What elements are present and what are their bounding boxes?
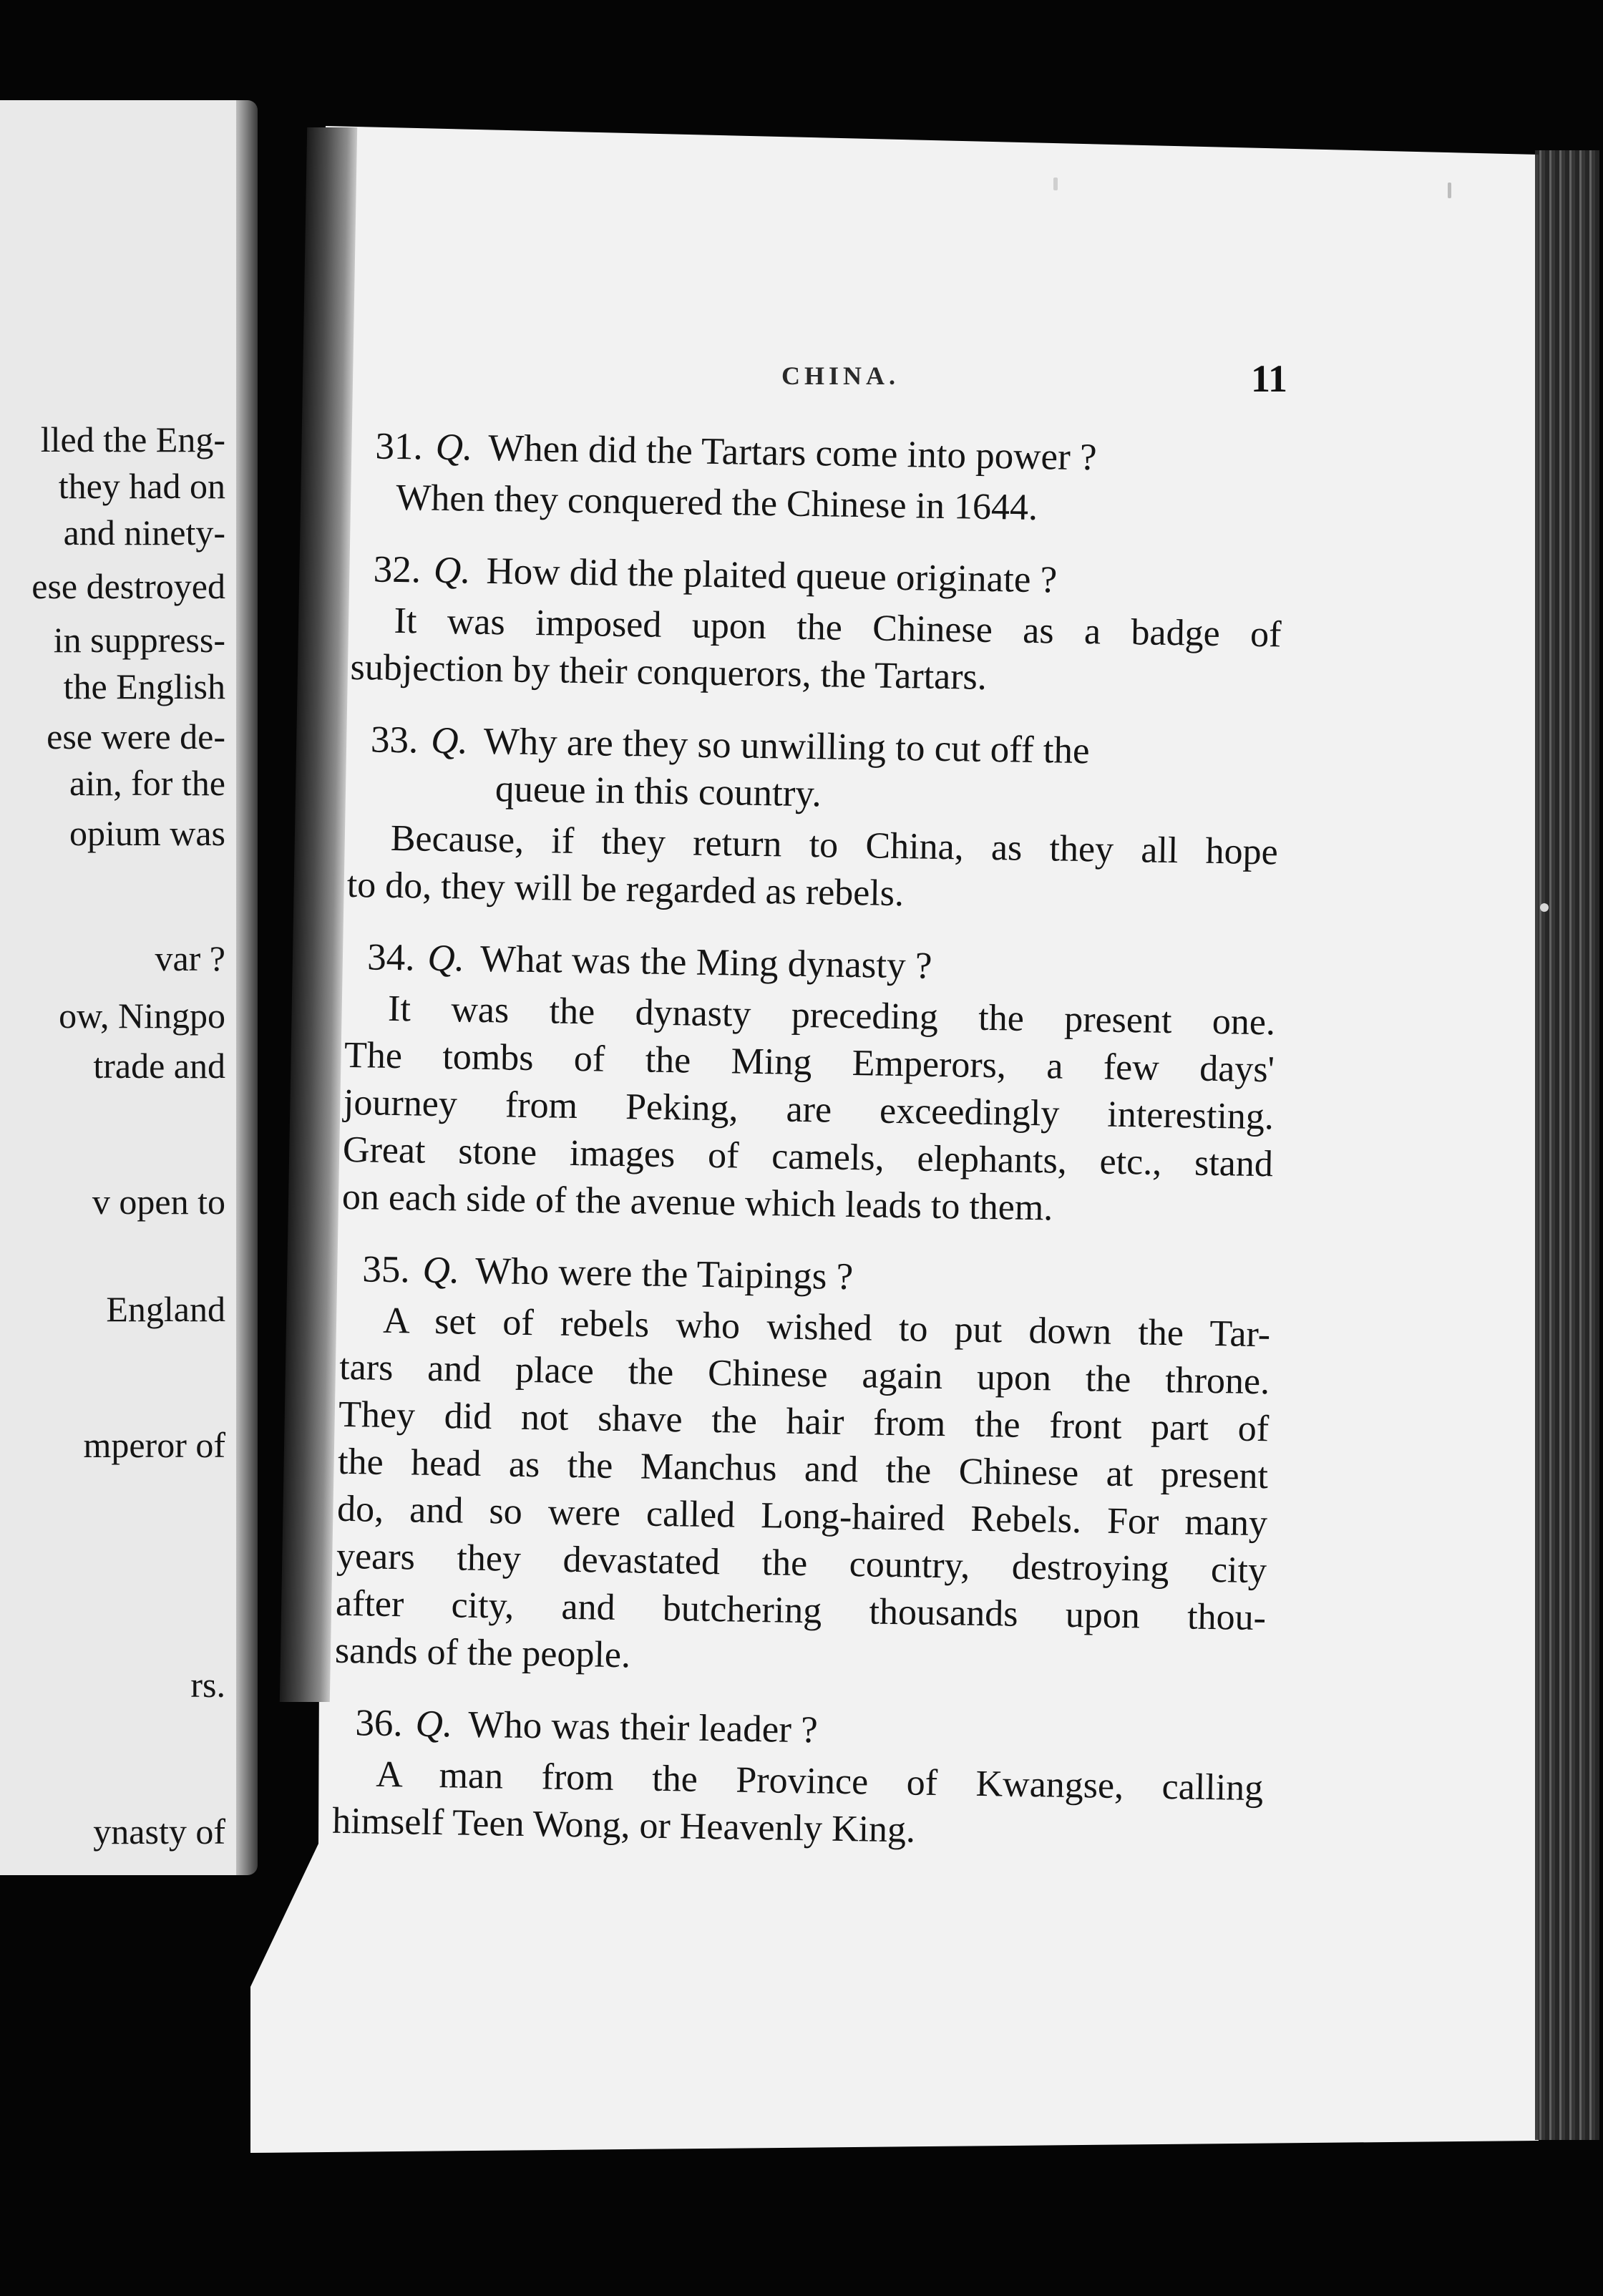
question	[362, 1245, 1272, 1307]
page-stack-edge	[1535, 150, 1599, 2140]
scan-speck	[1448, 183, 1451, 198]
question	[369, 716, 1280, 824]
question-text: What was the Ming dynasty ?	[479, 938, 932, 987]
previous-page-line: lled the Eng-	[40, 419, 225, 459]
question-number: 32.	[373, 548, 422, 591]
question-text: queue in this country.	[494, 768, 822, 815]
question-text: Why are they so unwilling to cut off the	[483, 720, 1090, 772]
page-number: 11	[1251, 357, 1288, 400]
qa-entry	[353, 422, 1285, 535]
question-label: Q.	[435, 426, 473, 469]
previous-page-line: mperor of	[83, 1425, 225, 1465]
qa-entry	[332, 1699, 1265, 1859]
answer-line: When they conquered the Chinese in 1644.	[395, 477, 1038, 529]
answer	[332, 1751, 1264, 1859]
previous-page-line: ynasty of	[93, 1811, 225, 1852]
previous-page-line: trade and	[93, 1046, 225, 1086]
answer-line: A man from the Province of Kwangse, calling	[375, 1753, 1264, 1809]
answer-line: tars and place the Chinese again upon the throne.	[338, 1346, 1270, 1403]
catechism-entries	[331, 422, 1285, 1884]
previous-page-line: v open to	[92, 1182, 225, 1222]
previous-page-line: England	[106, 1289, 225, 1329]
question-number: 36.	[355, 1702, 404, 1745]
question-label: Q.	[433, 549, 471, 592]
qa-entry	[335, 1245, 1272, 1689]
answer-line: to do, they will be regarded as rebels.	[346, 864, 905, 915]
question	[367, 933, 1277, 995]
previous-page-line: and ninety-	[63, 512, 225, 553]
answer-line: It was the dynasty preceding the present one.	[387, 988, 1276, 1044]
answer-line: journey from Peking, are exceedingly interesting.	[343, 1081, 1275, 1138]
answer	[346, 814, 1278, 923]
answer-line: himself Teen Wong, or Heavenly King.	[331, 1800, 916, 1851]
answer	[350, 597, 1282, 706]
answer	[335, 1297, 1271, 1689]
question-number: 34.	[366, 936, 415, 979]
answer-line: the head as the Manchus and the Chinese at present	[337, 1441, 1269, 1497]
question-text: When did the Tartars come into power ?	[487, 427, 1097, 479]
previous-page	[0, 100, 247, 1875]
answer-line: after city, and butchering thousands upon thou-	[335, 1582, 1267, 1639]
answer-line: It was imposed upon the Chinese as a badge of	[394, 600, 1282, 656]
question-text: Who was their leader ?	[467, 1703, 819, 1751]
previous-page-line: opium was	[69, 813, 225, 853]
previous-page-line: var ?	[155, 938, 225, 978]
qa-entry	[350, 545, 1282, 706]
question	[373, 545, 1282, 607]
question-label: Q.	[430, 719, 469, 762]
answer-line: do, and so were called Long-haired Rebels. For many	[336, 1488, 1268, 1545]
question-number: 33.	[370, 719, 419, 762]
previous-page-line: in suppress-	[53, 620, 225, 660]
previous-page-line: ese were de-	[47, 716, 225, 757]
answer-line: subjection by their conquerors, the Tartars.	[350, 646, 988, 698]
answer	[341, 985, 1275, 1235]
answer-line: A set of rebels who wished to put down the Tar-	[382, 1300, 1271, 1356]
answer-line: The tombs of the Ming Emperors, a few days'	[344, 1034, 1275, 1091]
running-head: CHINA.	[781, 361, 900, 390]
qa-entry	[346, 716, 1280, 923]
answer-line: Because, if they return to China, as they all hope	[390, 817, 1279, 873]
previous-page-line: the English	[63, 666, 225, 706]
previous-page-line: ese destroyed	[31, 566, 225, 606]
previous-page-edge	[236, 100, 258, 1875]
question-number: 35.	[361, 1248, 411, 1291]
answer-line: They did not shave the hair from the front part of	[338, 1393, 1270, 1450]
answer-line: years they devastated the country, destroying city	[336, 1535, 1267, 1592]
scan-speck	[1053, 177, 1058, 190]
question-text: How did the plaited queue originate ?	[486, 550, 1058, 601]
question-label: Q.	[427, 937, 465, 980]
previous-page-line: ain, for the	[69, 763, 225, 803]
answer-line: sands of the people.	[334, 1630, 631, 1676]
previous-page-line: rs.	[190, 1665, 225, 1705]
answer-line: on each side of the avenue which leads to them.	[341, 1176, 1053, 1229]
answer-line: Great stone images of camels, elephants, etc., stand	[342, 1129, 1274, 1185]
question-number: 31.	[375, 425, 424, 468]
question-label: Q.	[415, 1703, 453, 1746]
qa-entry	[341, 933, 1276, 1235]
answer	[353, 474, 1284, 535]
previous-page-line: they had on	[58, 466, 225, 506]
question-label: Q.	[422, 1249, 460, 1292]
question	[355, 1699, 1265, 1761]
question-text: Who were the Taipings ?	[474, 1250, 854, 1298]
scan-speck	[1540, 903, 1549, 912]
previous-page-line: ow, Ningpo	[59, 996, 225, 1036]
